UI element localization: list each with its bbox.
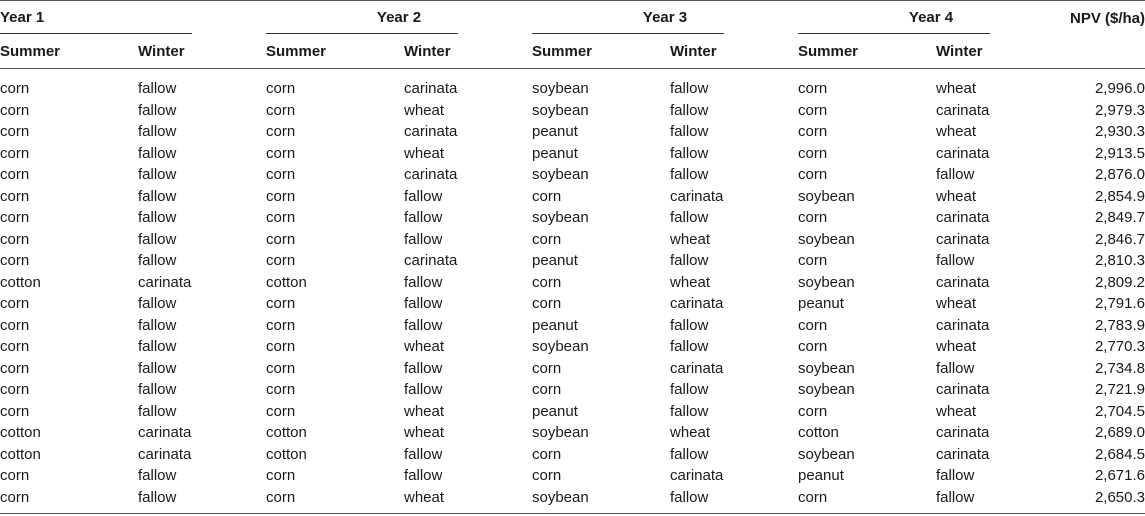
year-3-summer-cell: peanut <box>532 123 578 141</box>
year-3-summer-cell: soybean <box>532 209 589 227</box>
year-1-summer-cell: corn <box>0 252 30 270</box>
year-3-summer-cell: peanut <box>532 252 578 270</box>
year-4-summer-cell: corn <box>798 209 828 227</box>
year-3-winter-cell: fallow <box>670 144 709 162</box>
year-1-summer-cell: corn <box>0 467 30 485</box>
year-3-summer-cell: corn <box>532 230 562 248</box>
table-row <box>0 100 1145 122</box>
year-1-winter-cell: fallow <box>138 80 177 98</box>
table-row <box>0 336 1145 358</box>
year-2-summer-cell: cotton <box>266 273 307 291</box>
year-1-winter-cell: fallow <box>138 144 177 162</box>
npv-cell: 2,721.9 <box>1094 381 1145 399</box>
year-2-summer-cell: corn <box>266 144 296 162</box>
year-1-winter-cell: fallow <box>138 381 177 399</box>
year-1-summer-cell: cotton <box>0 445 41 463</box>
year-2-summer-cell: cotton <box>266 445 307 463</box>
year-1-summer-cell: corn <box>0 101 30 119</box>
year-4-summer-cell: corn <box>798 123 828 141</box>
npv-label: NPV ($/ha) <box>1069 10 1145 27</box>
year-4-summer-cell: corn <box>798 80 828 98</box>
year-3-summer-cell: corn <box>532 467 562 485</box>
year-1-winter-cell: fallow <box>138 338 177 356</box>
year-3-summer-header: Summer <box>532 42 593 60</box>
year-2-winter-cell: wheat <box>404 144 445 162</box>
year-1-rule <box>0 33 192 34</box>
year-3-summer-cell: peanut <box>532 316 578 334</box>
year-2-summer-cell: corn <box>266 101 296 119</box>
year-2-summer-header: Summer <box>266 42 327 60</box>
year-4-summer-cell: cotton <box>798 424 839 442</box>
year-4-winter-cell: wheat <box>936 80 977 98</box>
year-2-winter-cell: fallow <box>404 467 443 485</box>
year-2-winter-cell: carinata <box>404 80 458 98</box>
year-1-summer-cell: corn <box>0 230 30 248</box>
year-2-winter-cell: fallow <box>404 187 443 205</box>
year-4-summer-cell: corn <box>798 166 828 184</box>
year-1-winter-cell: fallow <box>138 252 177 270</box>
year-1-winter-cell: fallow <box>138 101 177 119</box>
npv-cell: 2,996.0 <box>1094 80 1145 98</box>
year-1-summer-cell: cotton <box>0 273 41 291</box>
year-1-summer-cell: corn <box>0 381 30 399</box>
year-4-summer-cell: corn <box>798 252 828 270</box>
npv-cell: 2,876.0 <box>1094 166 1145 184</box>
year-3-winter-header: Winter <box>670 42 717 60</box>
year-2-winter-cell: wheat <box>404 101 445 119</box>
year-3-winter-cell: fallow <box>670 445 709 463</box>
year-2-winter-cell: wheat <box>404 338 445 356</box>
year-2-summer-cell: corn <box>266 338 296 356</box>
year-3-label: Year 3 <box>642 8 688 26</box>
npv-cell: 2,930.3 <box>1094 123 1145 141</box>
year-1-winter-cell: fallow <box>138 467 177 485</box>
year-2-winter-cell: fallow <box>404 230 443 248</box>
year-1-winter-cell: fallow <box>138 123 177 141</box>
npv-cell: 2,849.7 <box>1094 209 1145 227</box>
table-header <box>0 0 1145 68</box>
year-2-summer-cell: corn <box>266 381 296 399</box>
year-4-summer-cell: soybean <box>798 273 855 291</box>
year-4-winter-cell: carinata <box>936 144 990 162</box>
year-3-summer-cell: soybean <box>532 166 589 184</box>
year-2-winter-cell: fallow <box>404 359 443 377</box>
year-4-winter-cell: carinata <box>936 445 990 463</box>
year-2-summer-cell: corn <box>266 295 296 313</box>
year-3-winter-cell: fallow <box>670 209 709 227</box>
year-4-winter-cell: wheat <box>936 402 977 420</box>
year-2-summer-cell: corn <box>266 316 296 334</box>
year-3-winter-cell: fallow <box>670 402 709 420</box>
year-1-winter-cell: fallow <box>138 209 177 227</box>
year-1-winter-cell: fallow <box>138 187 177 205</box>
year-2-summer-cell: corn <box>266 252 296 270</box>
year-3-summer-cell: soybean <box>532 488 589 506</box>
table-bottom-rule <box>0 513 1145 514</box>
year-2-winter-cell: wheat <box>404 402 445 420</box>
year-1-summer-cell: corn <box>0 166 30 184</box>
table-row <box>0 358 1145 380</box>
year-3-winter-cell: fallow <box>670 338 709 356</box>
year-1-summer-cell: corn <box>0 187 30 205</box>
year-3-winter-cell: fallow <box>670 252 709 270</box>
year-2-summer-cell: cotton <box>266 424 307 442</box>
table-row <box>0 68 1145 100</box>
year-3-winter-cell: fallow <box>670 101 709 119</box>
table-row <box>0 207 1145 229</box>
year-1-winter-cell: carinata <box>138 273 192 291</box>
year-3-winter-cell: fallow <box>670 123 709 141</box>
table-row <box>0 186 1145 208</box>
year-4-winter-cell: carinata <box>936 209 990 227</box>
year-4-summer-cell: corn <box>798 488 828 506</box>
year-1-summer-cell: corn <box>0 144 30 162</box>
year-2-summer-cell: corn <box>266 359 296 377</box>
year-header-row <box>0 0 1145 34</box>
npv-cell: 2,846.7 <box>1094 230 1145 248</box>
year-1-summer-cell: corn <box>0 209 30 227</box>
year-1-winter-cell: fallow <box>138 402 177 420</box>
year-3-summer-cell: soybean <box>532 101 589 119</box>
npv-cell: 2,810.3 <box>1094 252 1145 270</box>
year-1-summer-cell: corn <box>0 123 30 141</box>
npv-cell: 2,783.9 <box>1094 316 1145 334</box>
year-4-summer-cell: corn <box>798 144 828 162</box>
table-row <box>0 444 1145 466</box>
year-4-summer-header: Summer <box>798 42 859 60</box>
npv-cell: 2,791.6 <box>1094 295 1145 313</box>
year-3-winter-cell: wheat <box>670 273 711 291</box>
table-row <box>0 272 1145 294</box>
year-3-summer-cell: corn <box>532 381 562 399</box>
year-4-winter-cell: wheat <box>936 123 977 141</box>
year-1-summer-cell: corn <box>0 338 30 356</box>
year-2-summer-cell: corn <box>266 402 296 420</box>
year-4-winter-cell: wheat <box>936 338 977 356</box>
year-3-winter-cell: carinata <box>670 295 724 313</box>
year-4-winter-cell: wheat <box>936 295 977 313</box>
year-4-winter-cell: carinata <box>936 316 990 334</box>
year-4-rule <box>798 33 990 34</box>
year-1-summer-cell: corn <box>0 488 30 506</box>
year-3-summer-cell: peanut <box>532 144 578 162</box>
year-2-winter-header: Winter <box>404 42 451 60</box>
npv-cell: 2,770.3 <box>1094 338 1145 356</box>
year-4-label: Year 4 <box>908 8 954 26</box>
year-4-summer-cell: soybean <box>798 359 855 377</box>
year-2-summer-cell: corn <box>266 123 296 141</box>
year-2-winter-cell: wheat <box>404 424 445 442</box>
table-row <box>0 487 1145 509</box>
year-2-summer-cell: corn <box>266 230 296 248</box>
year-4-summer-cell: corn <box>798 101 828 119</box>
year-2-winter-cell: fallow <box>404 209 443 227</box>
year-4-summer-cell: peanut <box>798 467 844 485</box>
year-3-winter-cell: wheat <box>670 230 711 248</box>
npv-cell: 2,734.8 <box>1094 359 1145 377</box>
year-1-winter-header: Winter <box>138 42 185 60</box>
year-2-header <box>266 0 532 34</box>
table-row <box>0 401 1145 423</box>
year-1-winter-cell: carinata <box>138 445 192 463</box>
table-row <box>0 121 1145 143</box>
year-3-summer-cell: corn <box>532 295 562 313</box>
year-1-summer-cell: corn <box>0 402 30 420</box>
year-4-winter-cell: carinata <box>936 424 990 442</box>
table-row <box>0 229 1145 251</box>
npv-cell: 2,671.6 <box>1094 467 1145 485</box>
table-row <box>0 293 1145 315</box>
npv-cell: 2,684.5 <box>1094 445 1145 463</box>
npv-cell: 2,979.3 <box>1094 101 1145 119</box>
year-4-summer-cell: soybean <box>798 230 855 248</box>
year-3-rule <box>532 33 724 34</box>
year-1-summer-cell: corn <box>0 316 30 334</box>
year-3-summer-cell: corn <box>532 359 562 377</box>
year-1-winter-cell: fallow <box>138 230 177 248</box>
year-1-winter-cell: fallow <box>138 488 177 506</box>
table-row <box>0 315 1145 337</box>
year-2-label: Year 2 <box>376 8 422 26</box>
year-2-winter-cell: fallow <box>404 381 443 399</box>
year-1-summer-cell: cotton <box>0 424 41 442</box>
year-3-summer-cell: peanut <box>532 402 578 420</box>
year-3-summer-cell: soybean <box>532 424 589 442</box>
npv-header <box>1064 0 1145 68</box>
year-2-winter-cell: fallow <box>404 273 443 291</box>
header-bottom-rule <box>0 68 1145 69</box>
year-2-summer-cell: corn <box>266 467 296 485</box>
year-4-winter-cell: fallow <box>936 359 975 377</box>
year-4-winter-header: Winter <box>936 42 983 60</box>
table-row <box>0 164 1145 186</box>
year-4-winter-cell: fallow <box>936 252 975 270</box>
year-2-rule <box>266 33 458 34</box>
year-2-summer-cell: corn <box>266 488 296 506</box>
table-row <box>0 465 1145 487</box>
year-4-summer-cell: soybean <box>798 381 855 399</box>
year-2-winter-cell: fallow <box>404 445 443 463</box>
year-4-winter-cell: fallow <box>936 166 975 184</box>
year-4-summer-cell: corn <box>798 402 828 420</box>
year-3-winter-cell: fallow <box>670 166 709 184</box>
year-4-winter-cell: carinata <box>936 101 990 119</box>
year-2-summer-cell: corn <box>266 166 296 184</box>
table-row <box>0 250 1145 272</box>
year-2-winter-cell: carinata <box>404 123 458 141</box>
year-2-winter-cell: wheat <box>404 488 445 506</box>
year-1-winter-cell: fallow <box>138 166 177 184</box>
year-3-summer-cell: corn <box>532 187 562 205</box>
year-1-winter-cell: fallow <box>138 359 177 377</box>
year-1-header <box>0 0 266 34</box>
year-3-winter-cell: carinata <box>670 187 724 205</box>
year-4-winter-cell: wheat <box>936 187 977 205</box>
season-header-row <box>0 34 1145 68</box>
year-3-winter-cell: fallow <box>670 381 709 399</box>
year-1-summer-cell: corn <box>0 359 30 377</box>
year-4-winter-cell: fallow <box>936 467 975 485</box>
year-2-winter-cell: carinata <box>404 252 458 270</box>
npv-cell: 2,809.2 <box>1094 273 1145 291</box>
year-3-summer-cell: soybean <box>532 80 589 98</box>
year-3-summer-cell: corn <box>532 445 562 463</box>
year-1-summer-cell: corn <box>0 80 30 98</box>
npv-cell: 2,650.3 <box>1094 488 1145 506</box>
year-4-winter-cell: carinata <box>936 230 990 248</box>
year-4-winter-cell: carinata <box>936 273 990 291</box>
year-4-summer-cell: corn <box>798 338 828 356</box>
year-4-summer-cell: soybean <box>798 187 855 205</box>
year-4-winter-cell: fallow <box>936 488 975 506</box>
year-3-summer-cell: corn <box>532 273 562 291</box>
year-2-winter-cell: fallow <box>404 316 443 334</box>
year-3-winter-cell: carinata <box>670 359 724 377</box>
npv-cell: 2,704.5 <box>1094 402 1145 420</box>
year-1-summer-cell: corn <box>0 295 30 313</box>
year-1-winter-cell: fallow <box>138 295 177 313</box>
year-2-winter-cell: carinata <box>404 166 458 184</box>
year-4-summer-cell: corn <box>798 316 828 334</box>
year-1-winter-cell: carinata <box>138 424 192 442</box>
year-2-summer-cell: corn <box>266 187 296 205</box>
year-3-winter-cell: fallow <box>670 80 709 98</box>
npv-cell: 2,854.9 <box>1094 187 1145 205</box>
year-1-winter-cell: fallow <box>138 316 177 334</box>
year-3-winter-cell: fallow <box>670 316 709 334</box>
table-row <box>0 143 1145 165</box>
year-3-summer-cell: soybean <box>532 338 589 356</box>
npv-cell: 2,689.0 <box>1094 424 1145 442</box>
table-body <box>0 68 1145 508</box>
year-2-summer-cell: corn <box>266 209 296 227</box>
year-2-summer-cell: corn <box>266 80 296 98</box>
year-1-label: Year 1 <box>0 8 45 26</box>
year-4-summer-cell: soybean <box>798 445 855 463</box>
table-row <box>0 379 1145 401</box>
year-1-summer-header: Summer <box>0 42 61 60</box>
year-3-winter-cell: carinata <box>670 467 724 485</box>
year-3-header <box>532 0 798 34</box>
year-4-header <box>798 0 1064 34</box>
year-3-winter-cell: fallow <box>670 488 709 506</box>
year-4-summer-cell: peanut <box>798 295 844 313</box>
table-row <box>0 422 1145 444</box>
year-2-winter-cell: fallow <box>404 295 443 313</box>
npv-cell: 2,913.5 <box>1094 144 1145 162</box>
year-3-winter-cell: wheat <box>670 424 711 442</box>
year-4-winter-cell: carinata <box>936 381 990 399</box>
